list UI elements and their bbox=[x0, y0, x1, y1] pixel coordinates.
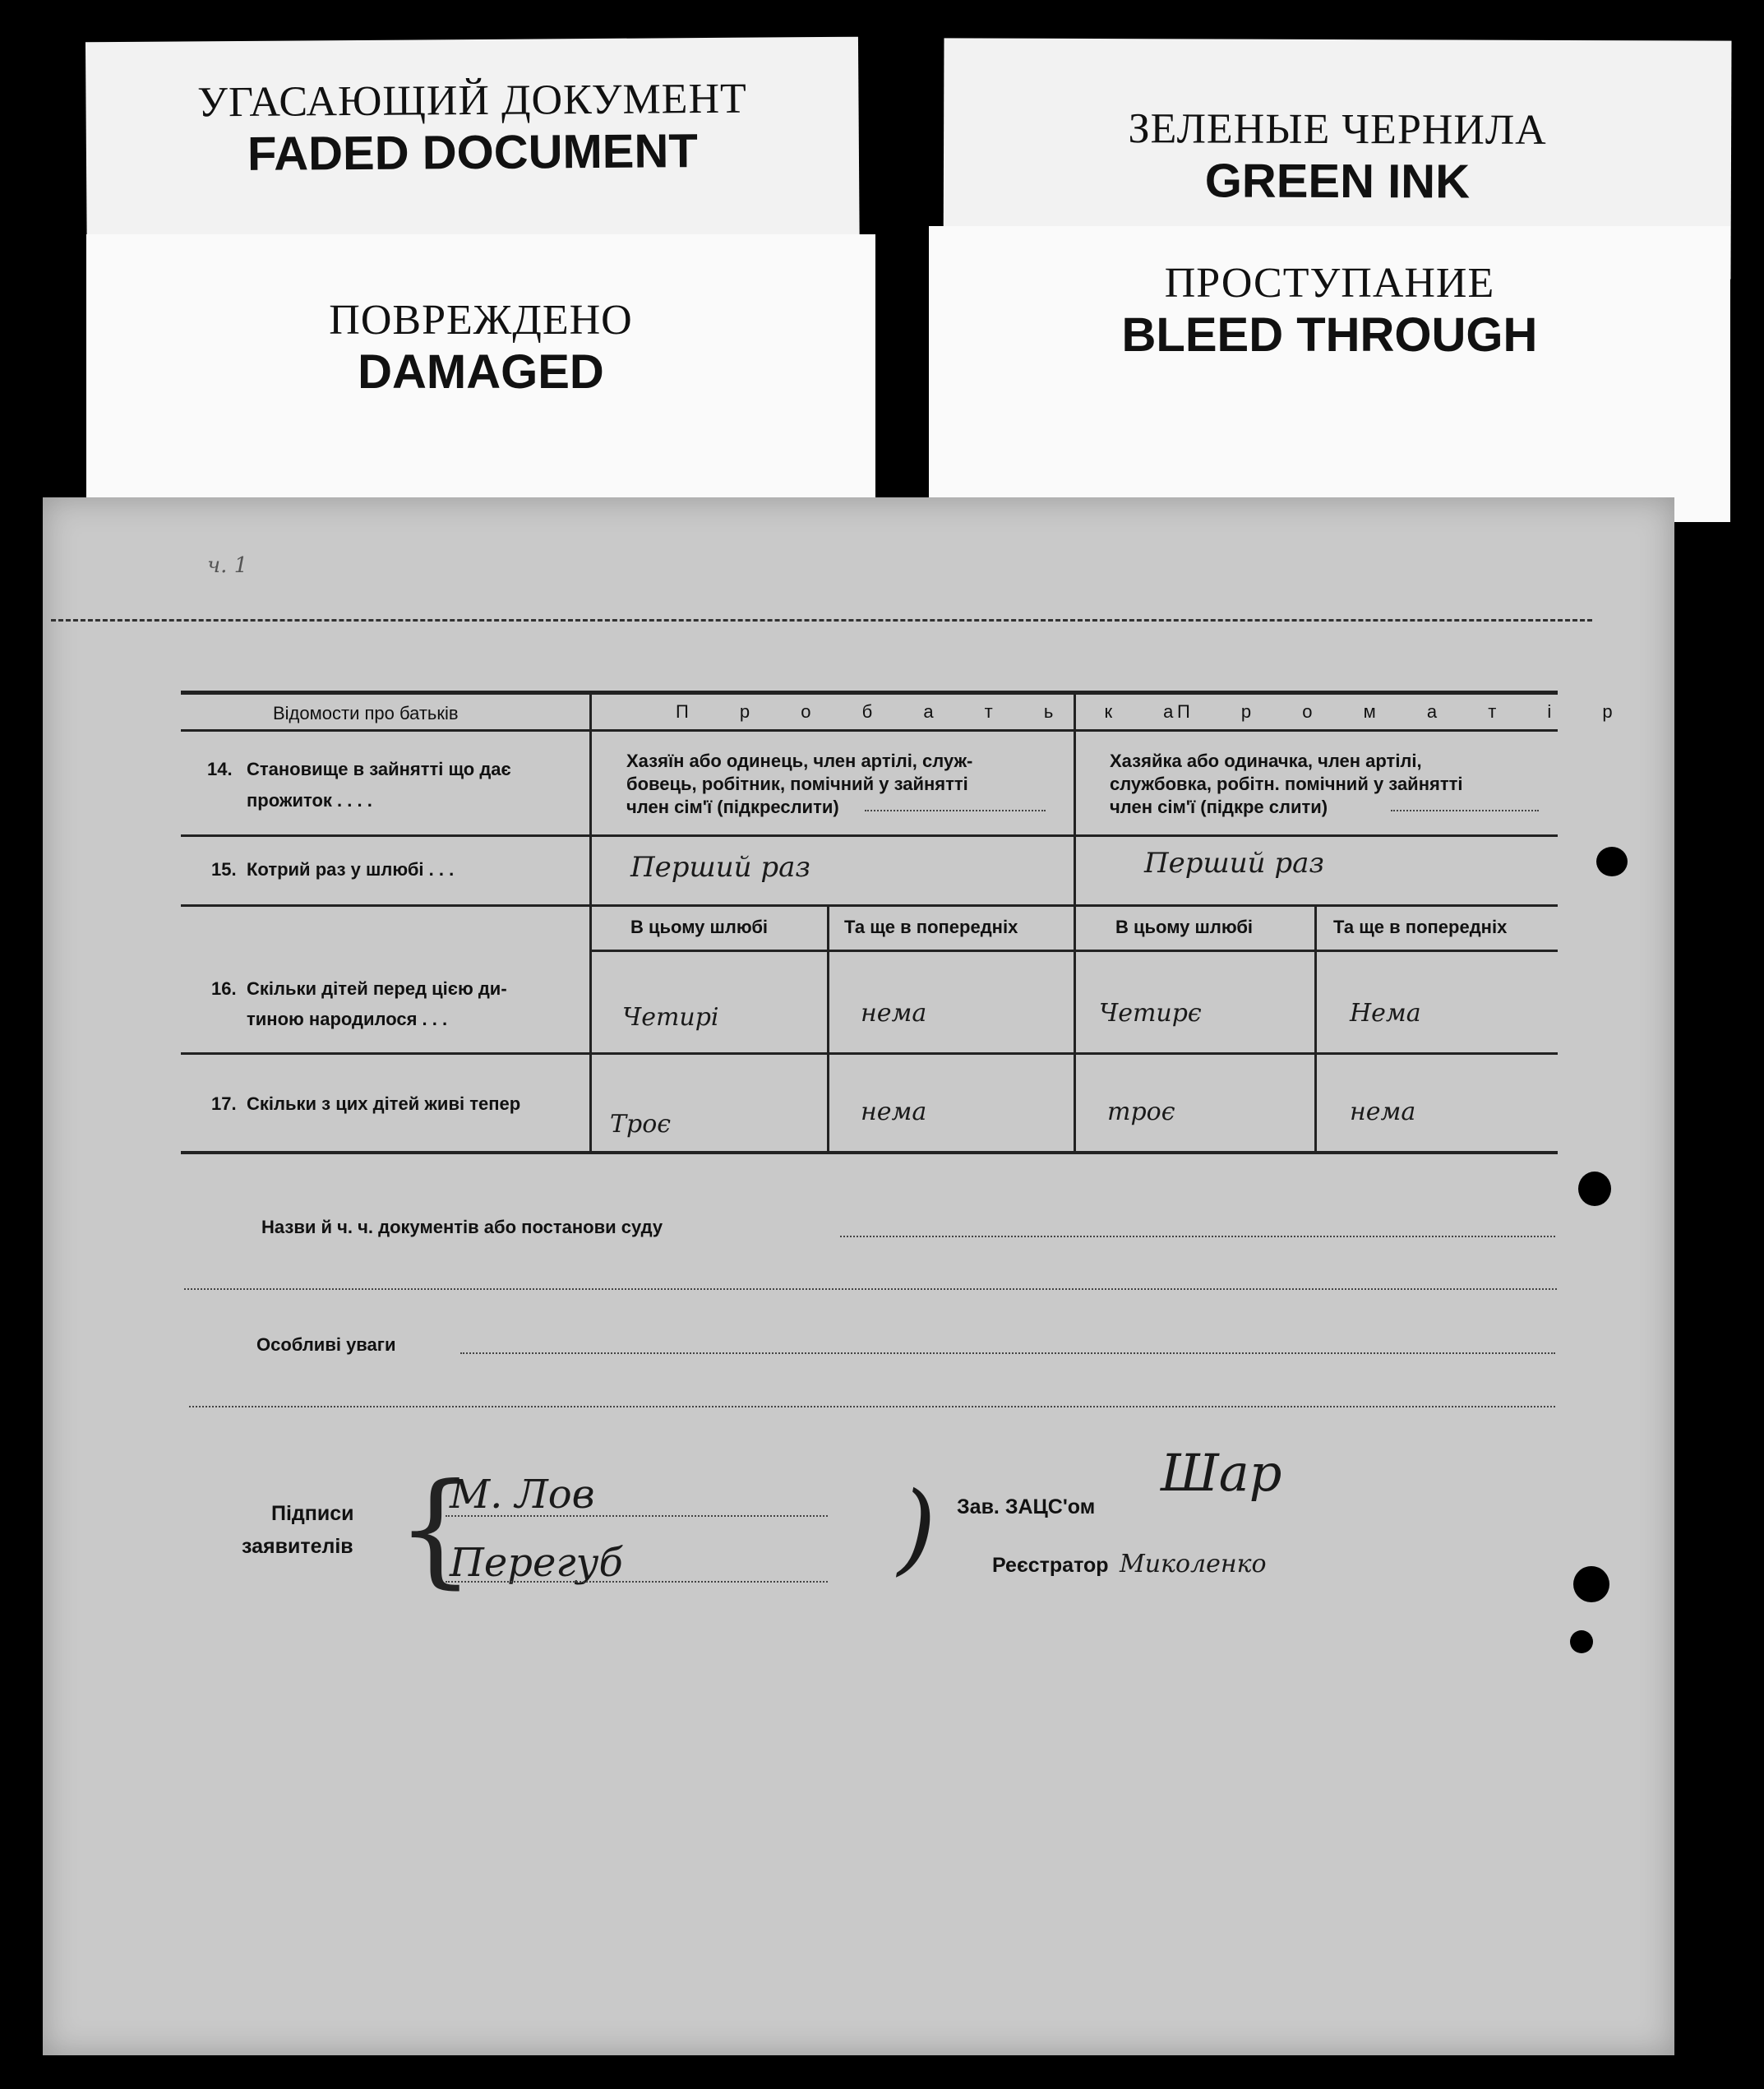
row14-number: 14. bbox=[207, 759, 233, 779]
col-divider-mother-sub bbox=[1314, 904, 1317, 1151]
row14-mother-1: Хазяйка або одиначка, член артілі, bbox=[1110, 751, 1422, 771]
registrar-signature: Миколенко bbox=[1120, 1550, 1267, 1578]
row16-mother-this: Четирє bbox=[1099, 999, 1202, 1028]
bleed-label-en: BLEED THROUGH bbox=[1121, 308, 1538, 362]
documents-line bbox=[840, 1236, 1555, 1237]
signatures-brace: { bbox=[396, 1458, 475, 1601]
perforation-line bbox=[51, 619, 1592, 622]
registrar-label: Реєстратор bbox=[992, 1554, 1109, 1577]
signatures-label-2: заявителів bbox=[242, 1535, 353, 1558]
row14-label-1: Становище в зайнятті що дає bbox=[247, 759, 511, 779]
subheader-father-prev: Та ще в попередніх bbox=[844, 917, 1018, 937]
row14-father-1: Хазяїн або одинець, член артілі, служ- bbox=[626, 751, 973, 771]
row14-label-2: прожиток . . . . bbox=[247, 790, 372, 811]
row16-label-1: Скільки дітей перед цією ди- bbox=[247, 978, 507, 999]
signature-applicant-2: Перегуб bbox=[450, 1540, 623, 1586]
head-label: Зав. ЗАЦС'ом bbox=[957, 1495, 1096, 1518]
row16-mother-prev: Нема bbox=[1350, 999, 1421, 1028]
signatures-label-1: Підписи bbox=[271, 1502, 354, 1525]
col-divider-2 bbox=[1074, 691, 1076, 1151]
subheader-mother-prev: Та ще в попередніх bbox=[1333, 917, 1508, 937]
row15-label: Котрий раз у шлюбі . . . bbox=[247, 859, 455, 880]
documents-label: Назви й ч. ч. документів або постанови суду bbox=[261, 1217, 663, 1237]
row14-rule bbox=[181, 834, 1558, 837]
row16-rule bbox=[181, 1052, 1558, 1055]
header-rule bbox=[181, 729, 1558, 732]
signature-applicant-1: М. Лов bbox=[450, 1472, 595, 1518]
corner-mark: ч. 1 bbox=[207, 553, 248, 578]
remarks-line bbox=[460, 1352, 1555, 1354]
head-signature: Шар bbox=[1161, 1443, 1282, 1503]
row14-mother-2: службовка, робітн. помічний у зайнятті bbox=[1110, 774, 1463, 794]
remarks-label: Особливі уваги bbox=[256, 1334, 396, 1355]
bleed-through-card bbox=[929, 226, 1730, 522]
green-ink-label-ru: ЗЕЛЕНЫЕ ЧЕРНИЛА bbox=[1128, 105, 1547, 154]
row17-father-prev: нема bbox=[861, 1098, 927, 1126]
row14-father-2: бовець, робітник, помічний у зайнятті bbox=[626, 774, 968, 794]
row17-label: Скільки з цих дітей живі тепер bbox=[247, 1093, 521, 1114]
row17-father-this: Троє bbox=[610, 1110, 672, 1139]
green-ink-label-en: GREEN INK bbox=[1204, 154, 1471, 209]
row16-father-this: Четирі bbox=[622, 1003, 719, 1032]
subheader-father-this: В цьому шлюбі bbox=[630, 917, 769, 937]
row17-number: 17. bbox=[211, 1093, 237, 1114]
row15-rule bbox=[181, 904, 1558, 907]
document-sheet bbox=[43, 497, 1674, 2055]
row15-mother-handwriting: Перший раз bbox=[1144, 847, 1324, 880]
punch-hole bbox=[1596, 847, 1628, 876]
row17-mother-this: троє bbox=[1107, 1098, 1175, 1126]
damaged-card bbox=[86, 234, 875, 514]
table-top-rule bbox=[181, 691, 1558, 695]
header-mother: П р о м а т і р bbox=[1177, 701, 1636, 722]
header-father: П р о б а т ь к а bbox=[676, 701, 1197, 722]
subheader-mother-this: В цьому шлюбі bbox=[1115, 917, 1254, 937]
row16-father-prev: нема bbox=[861, 999, 927, 1028]
bleed-label-ru: ПРОСТУПАНИЕ bbox=[1164, 260, 1495, 307]
damaged-label-ru: ПОВРЕЖДЕНО bbox=[329, 297, 633, 344]
row14-mother-3: член сім'ї (підкре слити) bbox=[1110, 797, 1328, 817]
row15-number: 15. bbox=[211, 859, 237, 880]
faded-label-ru: УГАСАЮЩИЙ ДОКУМЕНТ bbox=[196, 75, 747, 127]
col-divider-1 bbox=[589, 691, 592, 1151]
head-stroke-mark: ) bbox=[898, 1472, 936, 1586]
row16-label-2: тиною народилося . . . bbox=[247, 1009, 448, 1029]
row15-father-handwriting: Перший раз bbox=[630, 851, 810, 884]
punch-hole bbox=[1570, 1630, 1593, 1653]
row16-number: 16. bbox=[211, 978, 237, 999]
row17-mother-prev: нема bbox=[1350, 1098, 1416, 1126]
header-parents-info: Відомости про батьків bbox=[273, 703, 459, 723]
punch-hole bbox=[1578, 1172, 1611, 1206]
col-divider-father-sub bbox=[827, 904, 829, 1151]
punch-hole bbox=[1573, 1566, 1609, 1602]
table-bottom-rule bbox=[181, 1151, 1558, 1154]
row14-father-3: член сім'ї (підкреслити) bbox=[626, 797, 839, 817]
faded-label-en: FADED DOCUMENT bbox=[247, 124, 699, 181]
damaged-label-en: DAMAGED bbox=[358, 345, 604, 399]
